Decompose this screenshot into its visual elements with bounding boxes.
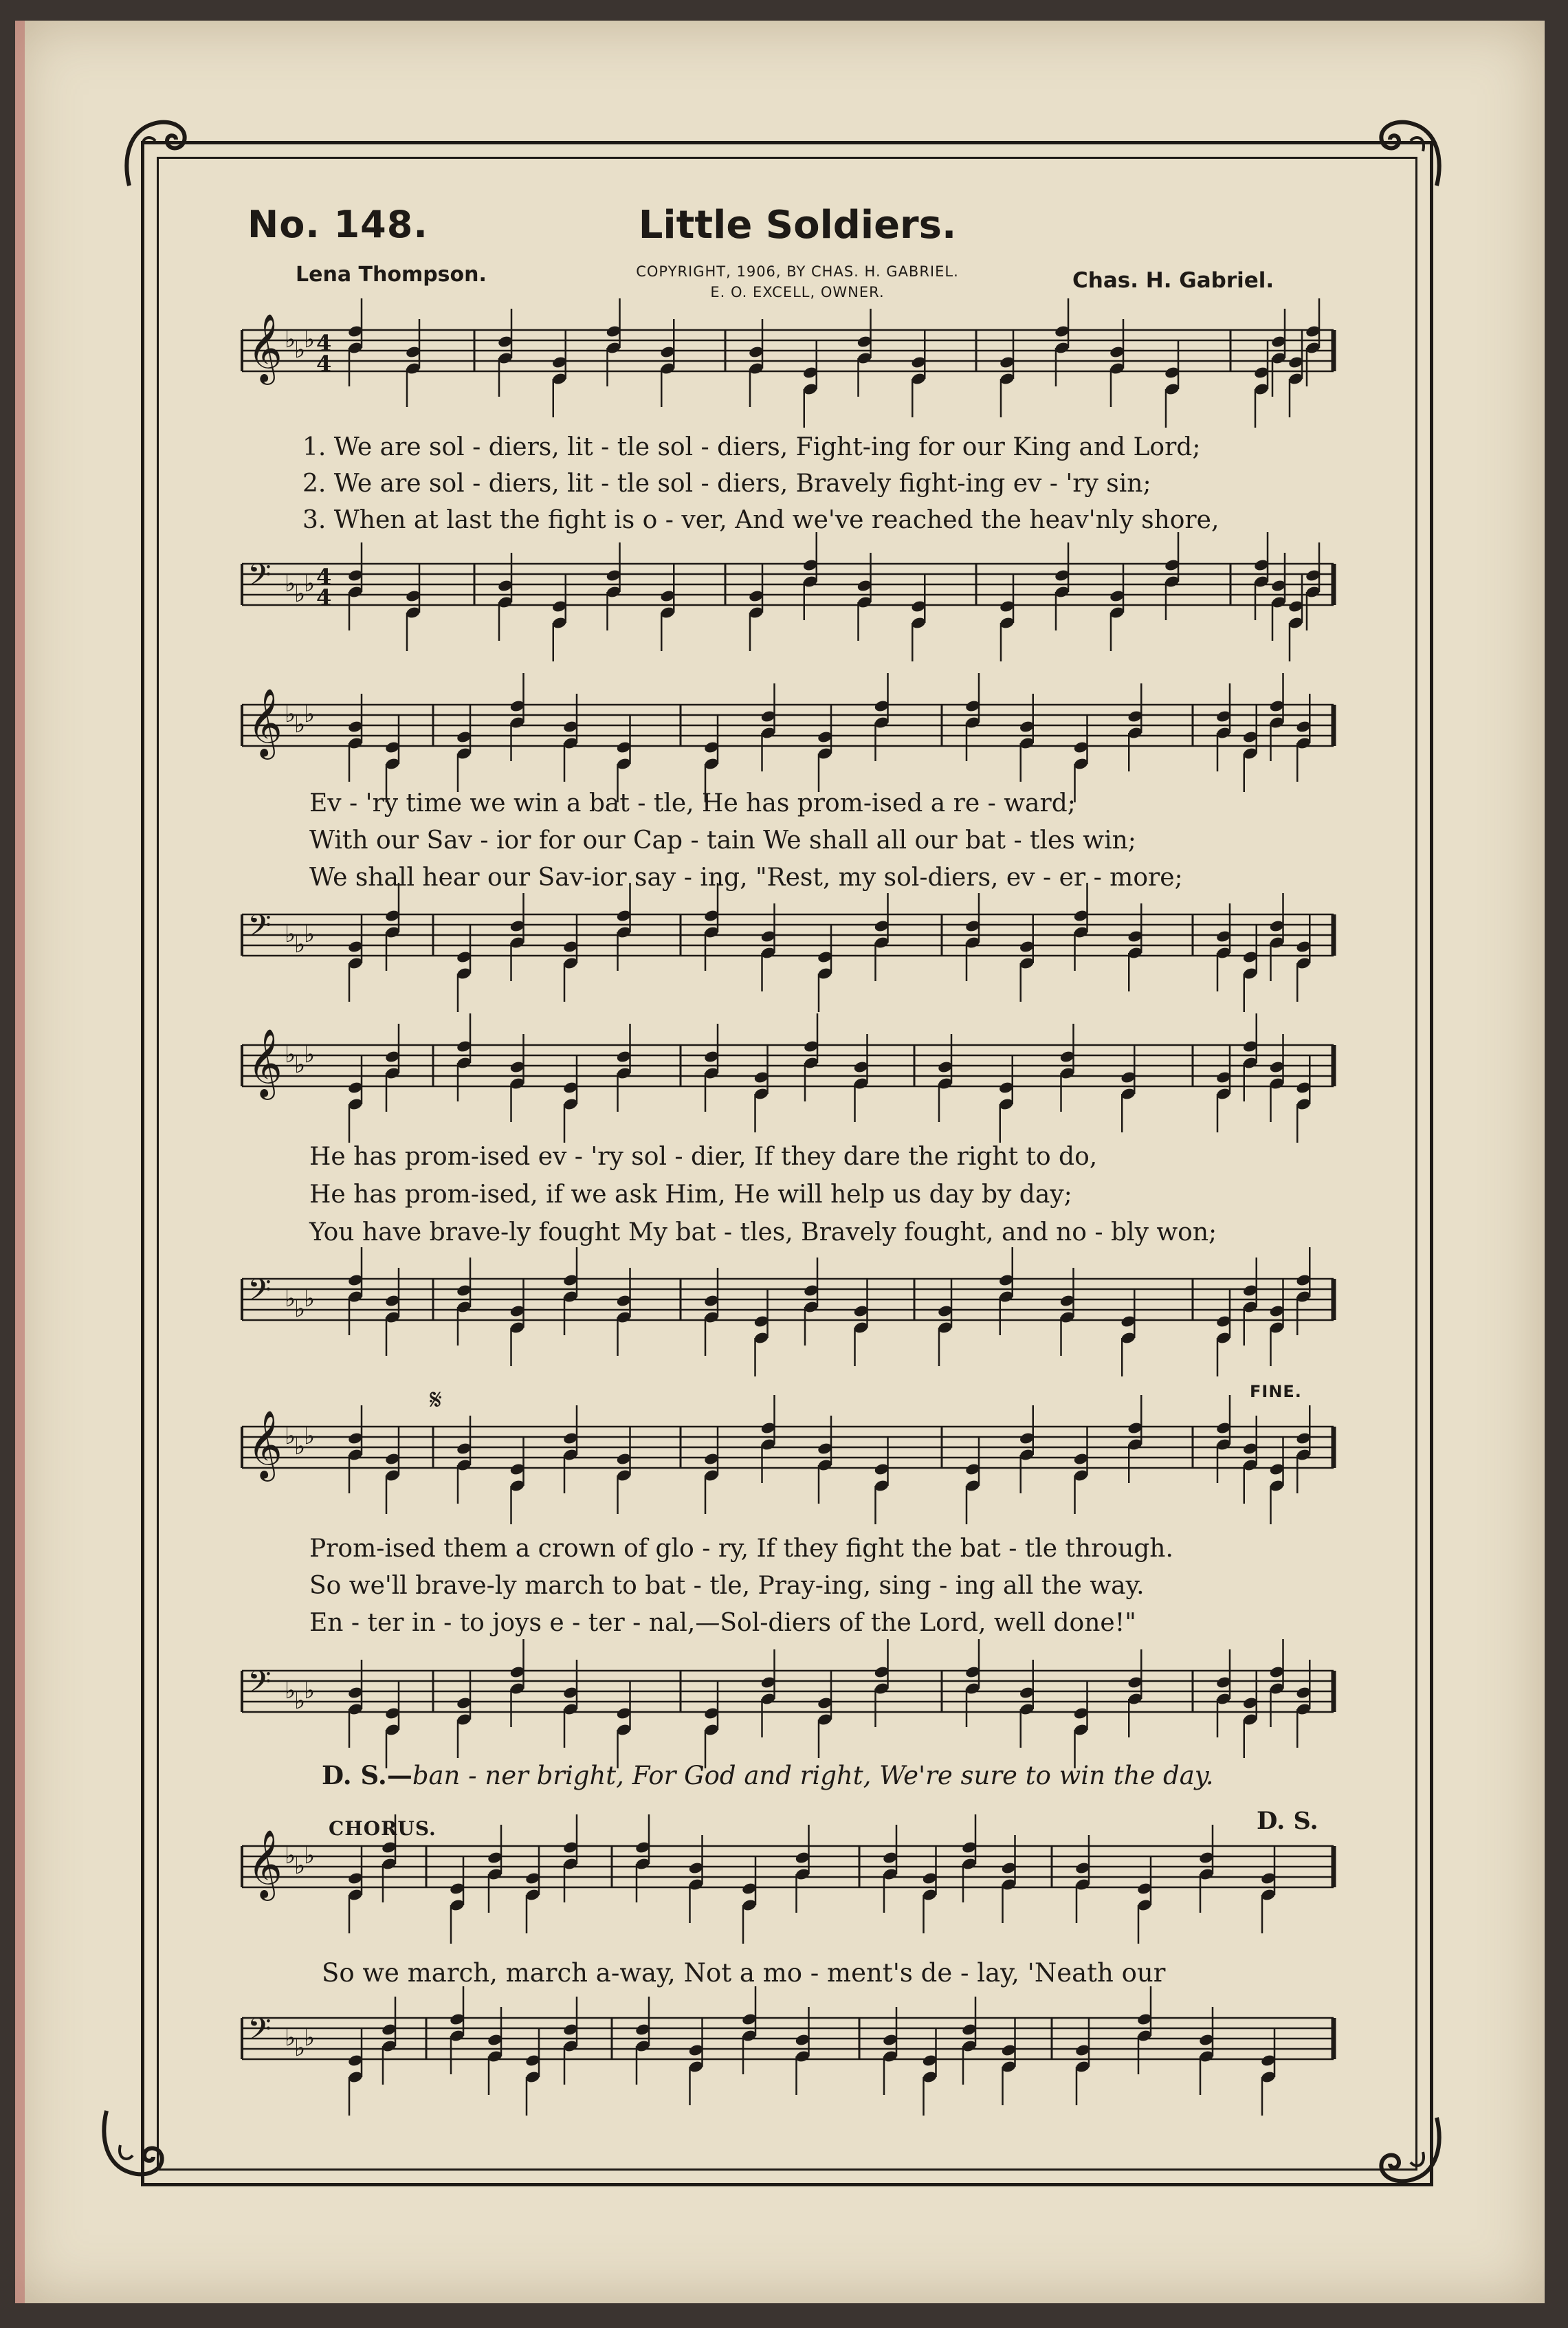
treble-clef: 𝄞 [247, 688, 283, 757]
copyright-line: COPYRIGHT, 1906, BY CHAS. H. GABRIEL. [636, 263, 959, 280]
owner-line: E. O. EXCELL, OWNER. [710, 284, 885, 300]
lyric-line: Ev - 'ry time we win a bat - tle, He has prom-ised a re - ward; [309, 789, 1076, 817]
time-signature: 4 [316, 351, 332, 377]
key-flat: ♭ [304, 1285, 316, 1313]
lyric-line: Prom-ised them a crown of glo - ry, If they fight the bat - tle through. [309, 1535, 1173, 1563]
key-flat: ♭ [294, 2034, 306, 2062]
lyric-line: You have brave-ly fought My bat - tles, Bravely fought, and no - bly won; [309, 1218, 1217, 1247]
key-flat: ♭ [304, 701, 316, 728]
key-flat: ♭ [294, 1295, 306, 1323]
lyric-line: He has prom-ised ev - 'ry sol - dier, If they dare the right to do, [309, 1143, 1098, 1171]
lyric-line: 1. We are sol - diers, lit - tle sol - diers, Fight-ing for our King and Lord; [302, 433, 1201, 461]
time-signature: 4 [316, 330, 332, 356]
ds-text: ban - ner bright, For God and right, We're sure to win the day. [412, 1761, 1214, 1790]
bass-clef: 𝄢 [247, 1272, 272, 1315]
ds-label: D. S.— [322, 1760, 412, 1790]
treble-clef: 𝄞 [247, 314, 283, 382]
lyricist: Lena Thompson. [296, 263, 487, 287]
time-signature: 4 [316, 564, 332, 590]
key-flat: ♭ [285, 326, 296, 353]
key-flat: ♭ [304, 570, 316, 597]
lyric-line: With our Sav - ior for our Cap - tain We shall all our bat - tles win; [309, 826, 1136, 855]
bass-clef: 𝄢 [247, 908, 272, 951]
lyric-line: So we'll brave-ly march to bat - tle, Pray-ing, sing - ing all the way. [309, 1572, 1145, 1600]
key-flat: ♭ [285, 1423, 296, 1450]
key-flat: ♭ [285, 701, 296, 728]
fine-marking: FINE. [1250, 1382, 1302, 1401]
key-flat: ♭ [285, 1842, 296, 1869]
hymn-number: No. 148. [247, 203, 428, 246]
key-flat: ♭ [285, 570, 296, 597]
hymn-title: Little Soldiers. [638, 203, 957, 248]
treble-clef: 𝄞 [247, 1029, 283, 1097]
key-flat: ♭ [304, 1423, 316, 1450]
lyric-line: We shall hear our Sav-ior say - ing, "Rest, my sol-diers, ev - er - more; [309, 864, 1183, 892]
chorus-label: CHORUS. [329, 1817, 437, 1840]
lyric-line: He has prom-ised, if we ask Him, He will help us day by day; [309, 1181, 1072, 1209]
time-signature: 4 [316, 584, 332, 611]
key-flat: ♭ [304, 1041, 316, 1068]
lyric-line: 3. When at last the fight is o - ver, And we've reached the heav'nly shore, [302, 506, 1219, 534]
key-flat: ♭ [304, 326, 316, 353]
lyric-line: 2. We are sol - diers, lit - tle sol - diers, Bravely fight-ing ev - 'ry sin; [302, 470, 1151, 498]
bass-clef: 𝄢 [247, 2011, 272, 2054]
key-flat: ♭ [304, 1842, 316, 1869]
key-flat: ♭ [294, 1687, 306, 1715]
key-flat: ♭ [285, 2024, 296, 2052]
treble-clef: 𝄞 [247, 1830, 283, 1898]
ds-marking: D. S. [1257, 1807, 1318, 1835]
composer: Chas. H. Gabriel. [1072, 268, 1274, 293]
key-flat: ♭ [294, 1852, 306, 1880]
key-flat: ♭ [285, 1041, 296, 1068]
key-flat: ♭ [304, 921, 316, 948]
key-flat: ♭ [285, 921, 296, 948]
key-flat: ♭ [294, 336, 306, 364]
key-flat: ♭ [294, 1051, 306, 1079]
chorus-lyric-line: So we march, march a-way, Not a mo - ment's de - lay, 'Neath our [322, 1958, 1166, 1988]
key-flat: ♭ [294, 580, 306, 608]
key-flat: ♭ [304, 1677, 316, 1704]
key-flat: ♭ [294, 931, 306, 958]
key-flat: ♭ [304, 2024, 316, 2052]
key-flat: ♭ [294, 1433, 306, 1460]
bass-clef: 𝄢 [247, 557, 272, 600]
key-flat: ♭ [285, 1285, 296, 1313]
treble-clef: 𝄞 [247, 1410, 283, 1479]
dal-segno-line [322, 1760, 1214, 1790]
key-flat: ♭ [285, 1677, 296, 1704]
bass-clef: 𝄢 [247, 1664, 272, 1707]
lyric-line: En - ter in - to joys e - ter - nal,—Sol-diers of the Lord, well done!" [309, 1609, 1136, 1637]
key-flat: ♭ [294, 711, 306, 738]
segno-sign: 𝄋 [430, 1383, 443, 1416]
